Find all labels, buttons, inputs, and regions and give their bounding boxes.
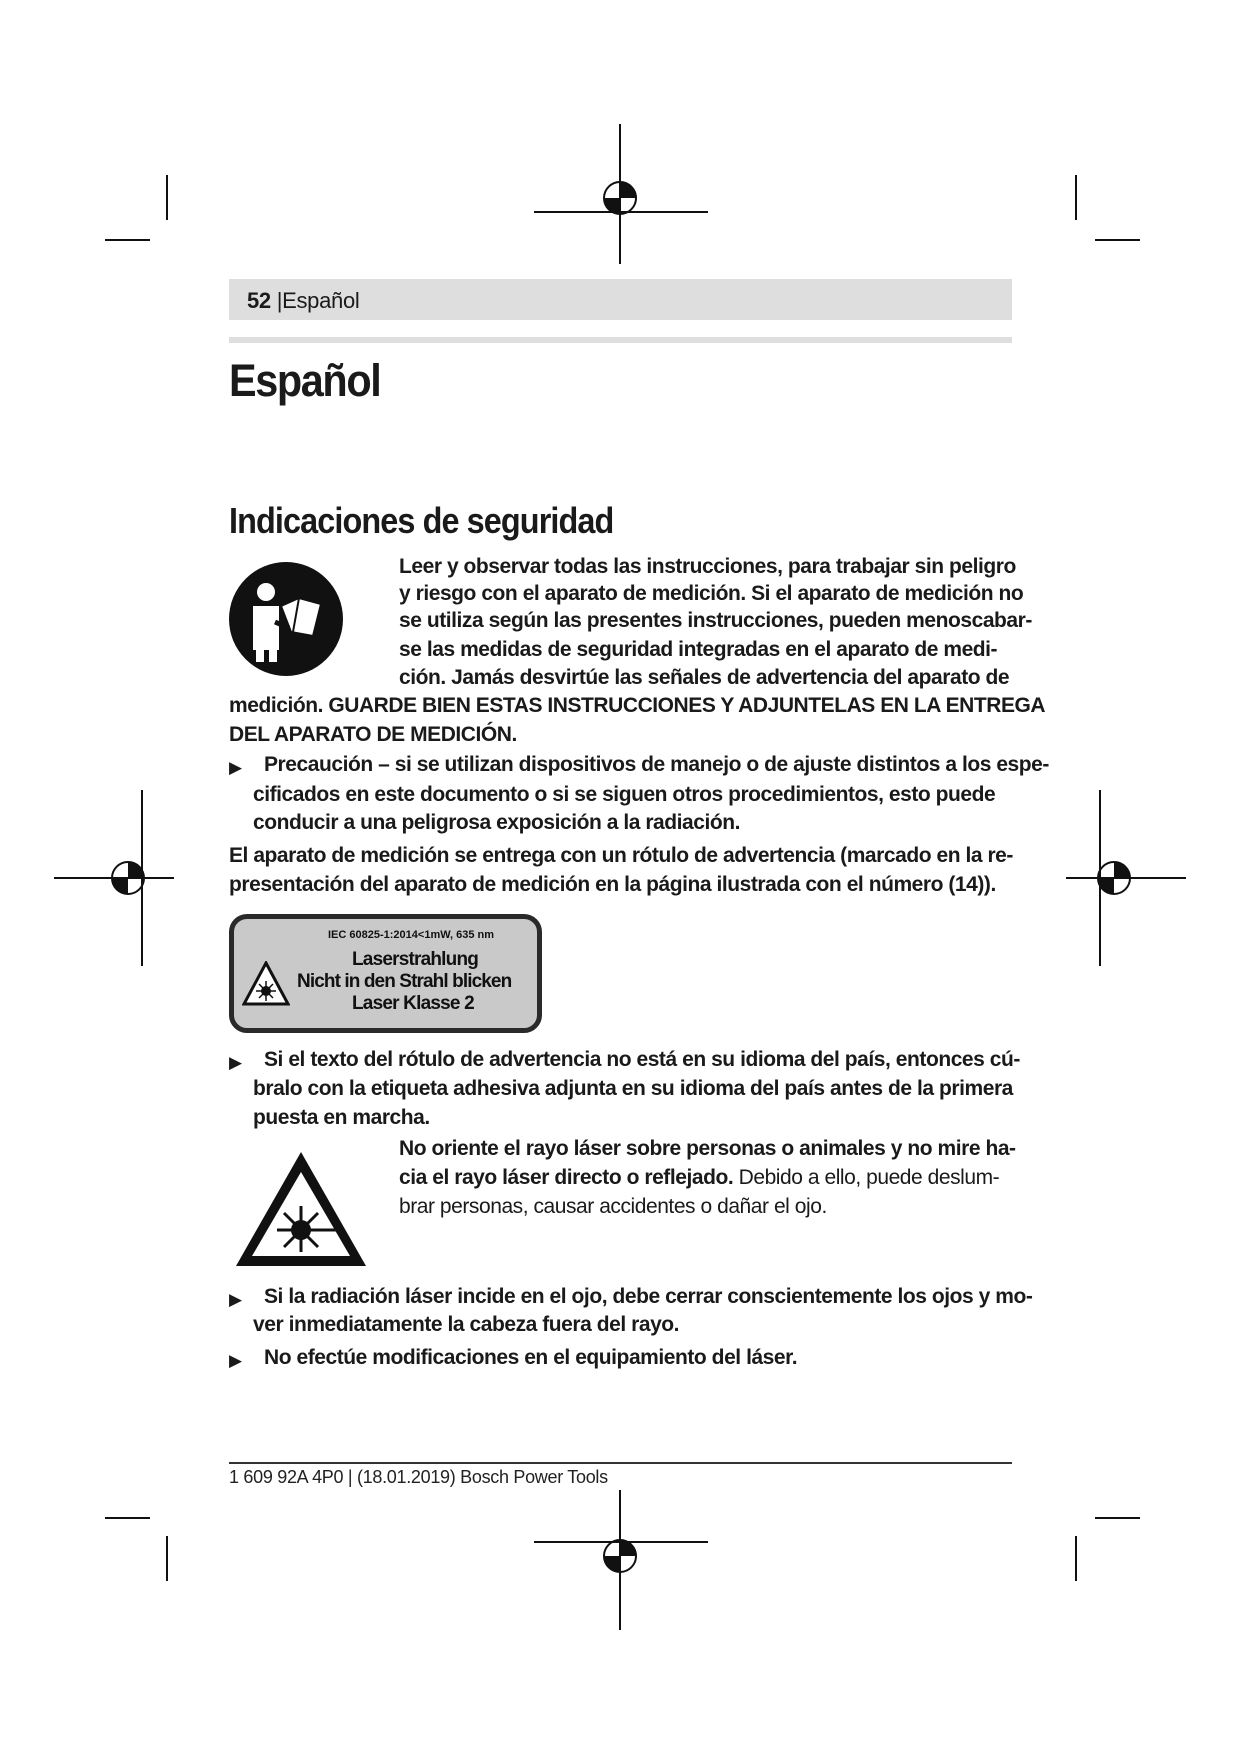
warning-label-line3: Laser Klasse 2 <box>352 993 474 1014</box>
bullet-arrow-icon: ▶ <box>229 758 243 777</box>
warning-label-line2: Nicht in den Strahl blicken <box>297 971 512 992</box>
bullet-modify-line: No efectúe modificaciones en el equipamiento del láser. <box>264 1346 798 1369</box>
bullet-caution-line: conducir a una peligrosa exposición a la radiación. <box>253 811 741 834</box>
page-title: Español <box>229 355 381 406</box>
intro-line: medición. GUARDE BIEN ESTAS INSTRUCCIONES Y ADJUNTELAS EN LA ENTREGA <box>229 694 1046 717</box>
laser-warning-normal: Debido a ello, puede deslum- <box>733 1166 1000 1189</box>
crop-mark <box>1095 1517 1140 1519</box>
bullet-arrow-icon: ▶ <box>229 1290 243 1309</box>
bullet-caution-line: Precaución – si se utilizan dispositivos de manejo o de ajuste distintos a los espe- <box>264 753 1049 776</box>
header-section: Español <box>282 288 360 313</box>
intro-line: Leer y observar todas las instrucciones, para trabajar sin peligro <box>399 555 1016 578</box>
bullet-eye-line: ver inmediatamente la cabeza fuera del rayo. <box>253 1313 680 1336</box>
intro-line: DEL APARATO DE MEDICIÓN. <box>229 723 517 746</box>
laser-warning-line <box>399 1166 999 1190</box>
label-note-line: El aparato de medición se entrega con un rótulo de advertencia (marcado en la re- <box>229 844 1013 867</box>
bullet-language-line: puesta en marcha. <box>253 1106 430 1129</box>
header-rule <box>229 337 1012 343</box>
crop-mark <box>166 1536 168 1581</box>
intro-line: se utiliza según las presentes instrucciones, pueden menoscabar- <box>399 609 1032 632</box>
laser-warning-line: brar personas, causar accidentes o dañar el ojo. <box>399 1195 827 1218</box>
bullet-language-line: bralo con la etiqueta adhesiva adjunta en su idioma del país antes de la primera <box>253 1077 1013 1100</box>
bullet-caution-line: cificados en este documento o si se siguen otros procedimientos, esto puede <box>253 783 996 806</box>
header-separator: | <box>276 288 283 313</box>
registration-mark-icon <box>534 124 708 264</box>
intro-line: ción. Jamás desvirtúe las señales de advertencia del aparato de <box>399 666 1010 689</box>
read-manual-icon <box>229 562 343 676</box>
crop-mark <box>166 175 168 220</box>
registration-mark-icon <box>534 1490 708 1630</box>
warning-label-standard: IEC 60825-1:2014<1mW, 635 nm <box>328 929 495 941</box>
laser-warning-line: No oriente el rayo láser sobre personas o animales y no mire ha- <box>399 1137 1016 1160</box>
warning-label <box>229 914 542 1033</box>
laser-warning-icon <box>242 961 290 1007</box>
bullet-eye-line: Si la radiación láser incide en el ojo, debe cerrar conscientemente los ojos y mo- <box>264 1285 1033 1308</box>
page-number: 52 <box>247 288 271 313</box>
crop-mark <box>1075 175 1077 220</box>
bullet-language-line: Si el texto del rótulo de advertencia no está en su idioma del país, entonces cú- <box>264 1048 1020 1071</box>
laser-warning-icon <box>232 1148 370 1270</box>
crop-mark <box>1075 1536 1077 1581</box>
warning-label-line1: Laserstrahlung <box>352 949 479 970</box>
page-header <box>229 279 1012 320</box>
crop-mark <box>1095 239 1140 241</box>
registration-mark-icon <box>54 790 174 966</box>
laser-warning-bold: cia el rayo láser directo o reflejado. <box>399 1166 734 1189</box>
intro-line: y riesgo con el aparato de medición. Si el aparato de medición no <box>399 582 1024 605</box>
bullet-arrow-icon: ▶ <box>229 1351 243 1370</box>
bullet-arrow-icon: ▶ <box>229 1053 243 1072</box>
crop-mark <box>105 1517 150 1519</box>
footer-text: 1 609 92A 4P0 | (18.01.2019) Bosch Power Tools <box>229 1467 608 1487</box>
footer-rule <box>229 1462 1012 1464</box>
section-title: Indicaciones de seguridad <box>229 500 614 541</box>
intro-line: se las medidas de seguridad integradas en el aparato de medi- <box>399 638 998 661</box>
label-note-line: presentación del aparato de medición en la página ilustrada con el número (14)). <box>229 873 996 896</box>
crop-mark <box>105 239 150 241</box>
registration-mark-icon <box>1066 790 1186 966</box>
